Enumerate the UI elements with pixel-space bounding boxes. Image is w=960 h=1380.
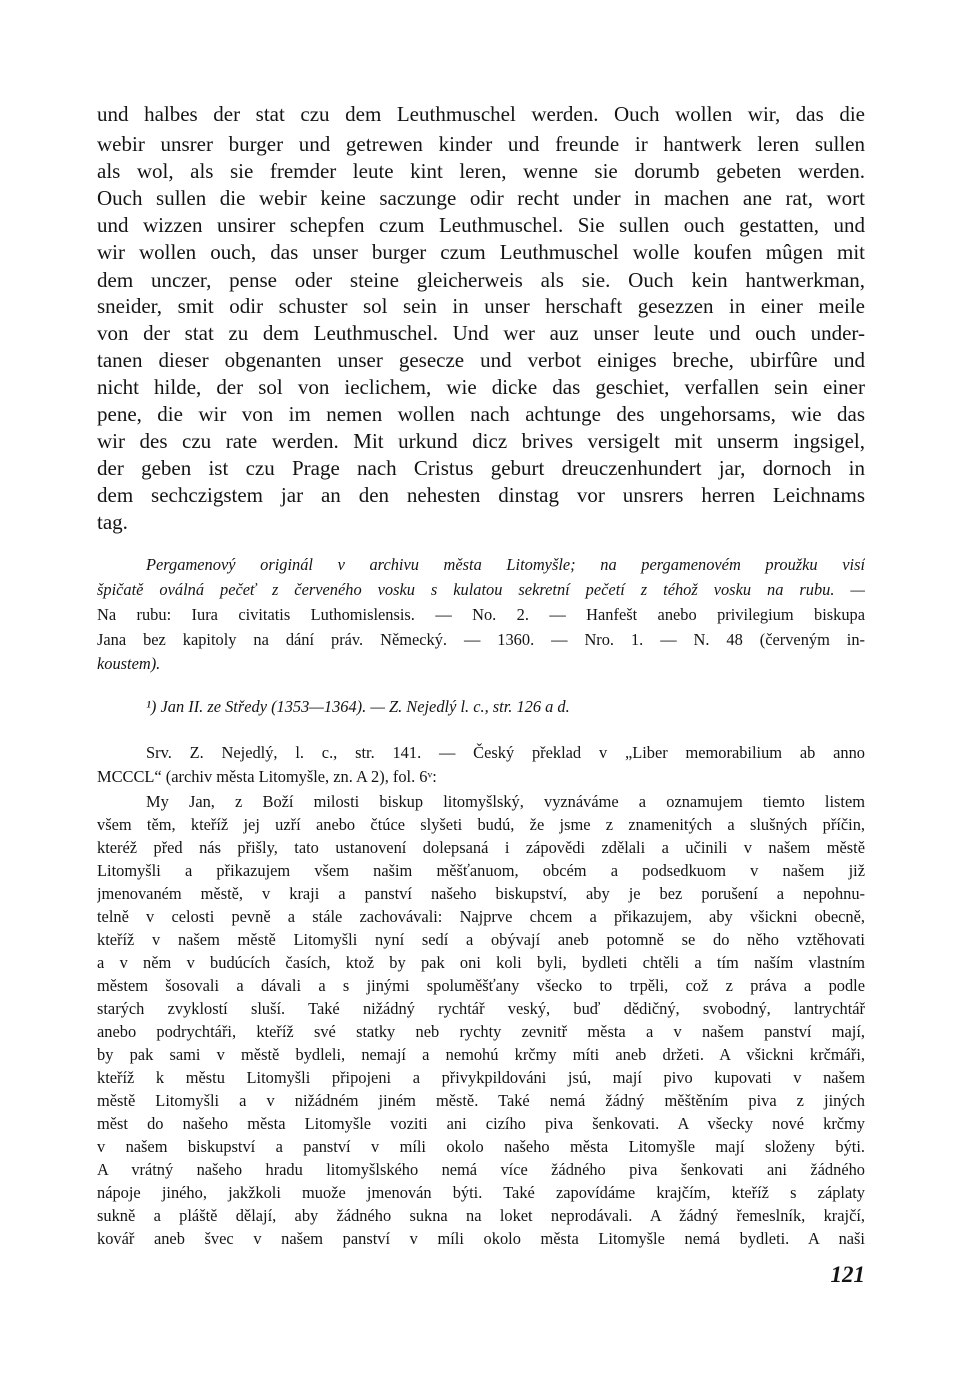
main-text-line-15: dem sechczigstem jar an den nehesten dinstag vor unsrers herren Leichnams [97,483,865,507]
main-text-line-4: Ouch sullen die webir keine saczunge odir recht under in machen ane rat, wort [97,186,865,210]
translation-line-19: sukně a pláště dělají, aby žádného sukna na loket neprodávali. A žádný řemeslník, krajčí, [97,1206,865,1225]
archival-note-line-3: Na rubu: Iura civitatis Luthomislensis. — No. 2. — Hanfešt anebo privilegium biskupa [97,605,865,624]
translation-line-5: jmenovaném městě, v kraji a panství našeho biskupství, aby je bez porušení a nepohnu- [97,884,865,903]
main-text-line-16: tag. [97,510,128,534]
main-text-line-14: der geben ist czu Prage nach Cristus geburt dreuczenhundert jar, dornoch in [97,456,865,480]
translation-line-7: kteříž v našem městě Litomyšli nyní sedí a obývají aneb potomně se do něho vztěhovati [97,930,865,949]
translation-line-2: všem těm, kteříž jej uzří anebo čtúce slyšeti budú, že jsme z znamenitých a slušných příčin, [97,815,865,834]
translation-line-6: telně v celosti pevně a stále zachovávali: Najprve chcem a přikazujem, aby všickni obecně, [97,907,865,926]
translation-line-1: My Jan, z Boží milosti biskup litomyšlský, vyznáváme a oznamujem tiemto listem [146,792,865,811]
main-text-line-12: pene, die wir von im nemen wollen nach achtunge des ungehorsams, wie das [97,402,865,426]
main-text-line-5: und wizzen unsirer schepfen czum Leuthmuschel. Sie sullen ouch gestatten, und [97,213,865,237]
translation-line-11: anebo podrychtáři, kteříž své statky neb rychty zevnitř města a v našem panství mají, [97,1022,865,1041]
translation-line-8: a v něm v budúcích časích, ktož by pak oni koli byli, bydleti chtěli a tím naším vlastním [97,953,865,972]
translation-line-9: městem šosovali a dávali a s jinými spoluměšťany všecko to trpěli, což z práva a podle [97,976,865,995]
translation-line-18: nápoje jiného, jakžkoli muože jmenován býti. Také zapovídáme krajčím, kteříž s záplaty [97,1183,865,1202]
main-text-line-1: und halbes der stat czu dem Leuthmuschel werden. Ouch wollen wir, das die [97,102,865,126]
main-text-line-7: dem unczer, pense oder steine gleicherweis als sie. Ouch kein hantwerkman, [97,268,865,292]
footnote: ¹) Jan II. ze Středy (1353—1364). — Z. Nejedlý l. c., str. 126 a d. [146,697,570,716]
translation-line-14: městě Litomyšli a v nižádném jiném městě. Také nemá žádný měštěním piva z jiných [97,1091,865,1110]
main-text-line-9: von der stat zu dem Leuthmuschel. Und wer auz unser leute und ouch under- [97,321,865,345]
reference-line-2: MCCCL“ (archiv města Litomyšle, zn. A 2), fol. 6ᵛ: [97,767,437,786]
main-text-line-11: nicht hilde, der sol von ieclichem, wie dicke das geschiet, verfallen sein einer [97,375,865,399]
translation-line-12: by pak sami v městě bydleli, nemají a nemohú krčmy míti aneb držeti. A všickni krčmáři, [97,1045,865,1064]
main-text-line-8: sneider, smit odir schuster sol sein in unser herschaft gesezzen in einer meile [97,294,865,318]
main-text-line-6: wir wollen ouch, das unser burger czum Leuthmuschel wolle koufen mûgen mit [97,240,865,264]
translation-line-17: A vrátný našeho hradu litomyšlského nemá více žádného piva šenkovati ani žádného [97,1160,865,1179]
main-text-line-2: webir unsrer burger und getrewen kinder und freunde ir hantwerk leren sullen [97,132,865,156]
reference-line-1: Srv. Z. Nejedlý, l. c., str. 141. — Český překlad v „Liber memorabilium ab anno [146,743,865,762]
translation-line-13: kteříž k městu Litomyšli připojeni a přivykpildováni jsú, mají pivo kupovati v našem [97,1068,865,1087]
archival-note-line-1: Pergamenový originál v archivu města Litomyšle; na pergamenovém proužku visí [146,555,865,574]
main-text-line-13: wir des czu rate werden. Mit urkund dicz brives versigelt mit unserm ingsigel, [97,429,865,453]
main-text-line-10: tanen dieser obgenanten unser gesecze und verbot einiges breche, ubirfûre und [97,348,865,372]
page-number: 121 [830,1262,865,1287]
translation-line-15: měst do našeho města Litomyšle voziti ani cizího piva šenkovati. A všecky nové krčmy [97,1114,865,1133]
translation-line-10: starých zvyklostí sluší. Také nižádný rychtář veský, buď dědičný, svobodný, lantrychtář [97,999,865,1018]
main-text-line-3: als wol, als sie fremder leute kint leren, wenne sie dorumb gebeten werden. [97,159,865,183]
translation-line-20: kovář aneb švec v našem panství v míli okolo města Litomyšle nemá bydleti. A naši [97,1229,865,1248]
archival-note-line-4: Jana bez kapitoly na dání práv. Německý. — 1360. — Nro. 1. — N. 48 (červeným in- [97,630,865,649]
translation-line-3: kteréž před nás přišly, tato ustanovení dolepsaná i zápovědi zdělali a učinili v našem městě [97,838,865,857]
archival-note-line-5: koustem). [97,654,161,673]
translation-line-16: v našem biskupství a panství v míli okolo našeho města Litomyšle mají složeny býti. [97,1137,865,1156]
archival-note-line-2: špičatě oválná pečeť z červeného vosku s kulatou sekretní pečetí z téhož vosku na rubu. — [97,580,865,599]
translation-line-4: Litomyšli a přikazujem všem našim měšťanuom, obcém a podsedkuom v našem již [97,861,865,880]
